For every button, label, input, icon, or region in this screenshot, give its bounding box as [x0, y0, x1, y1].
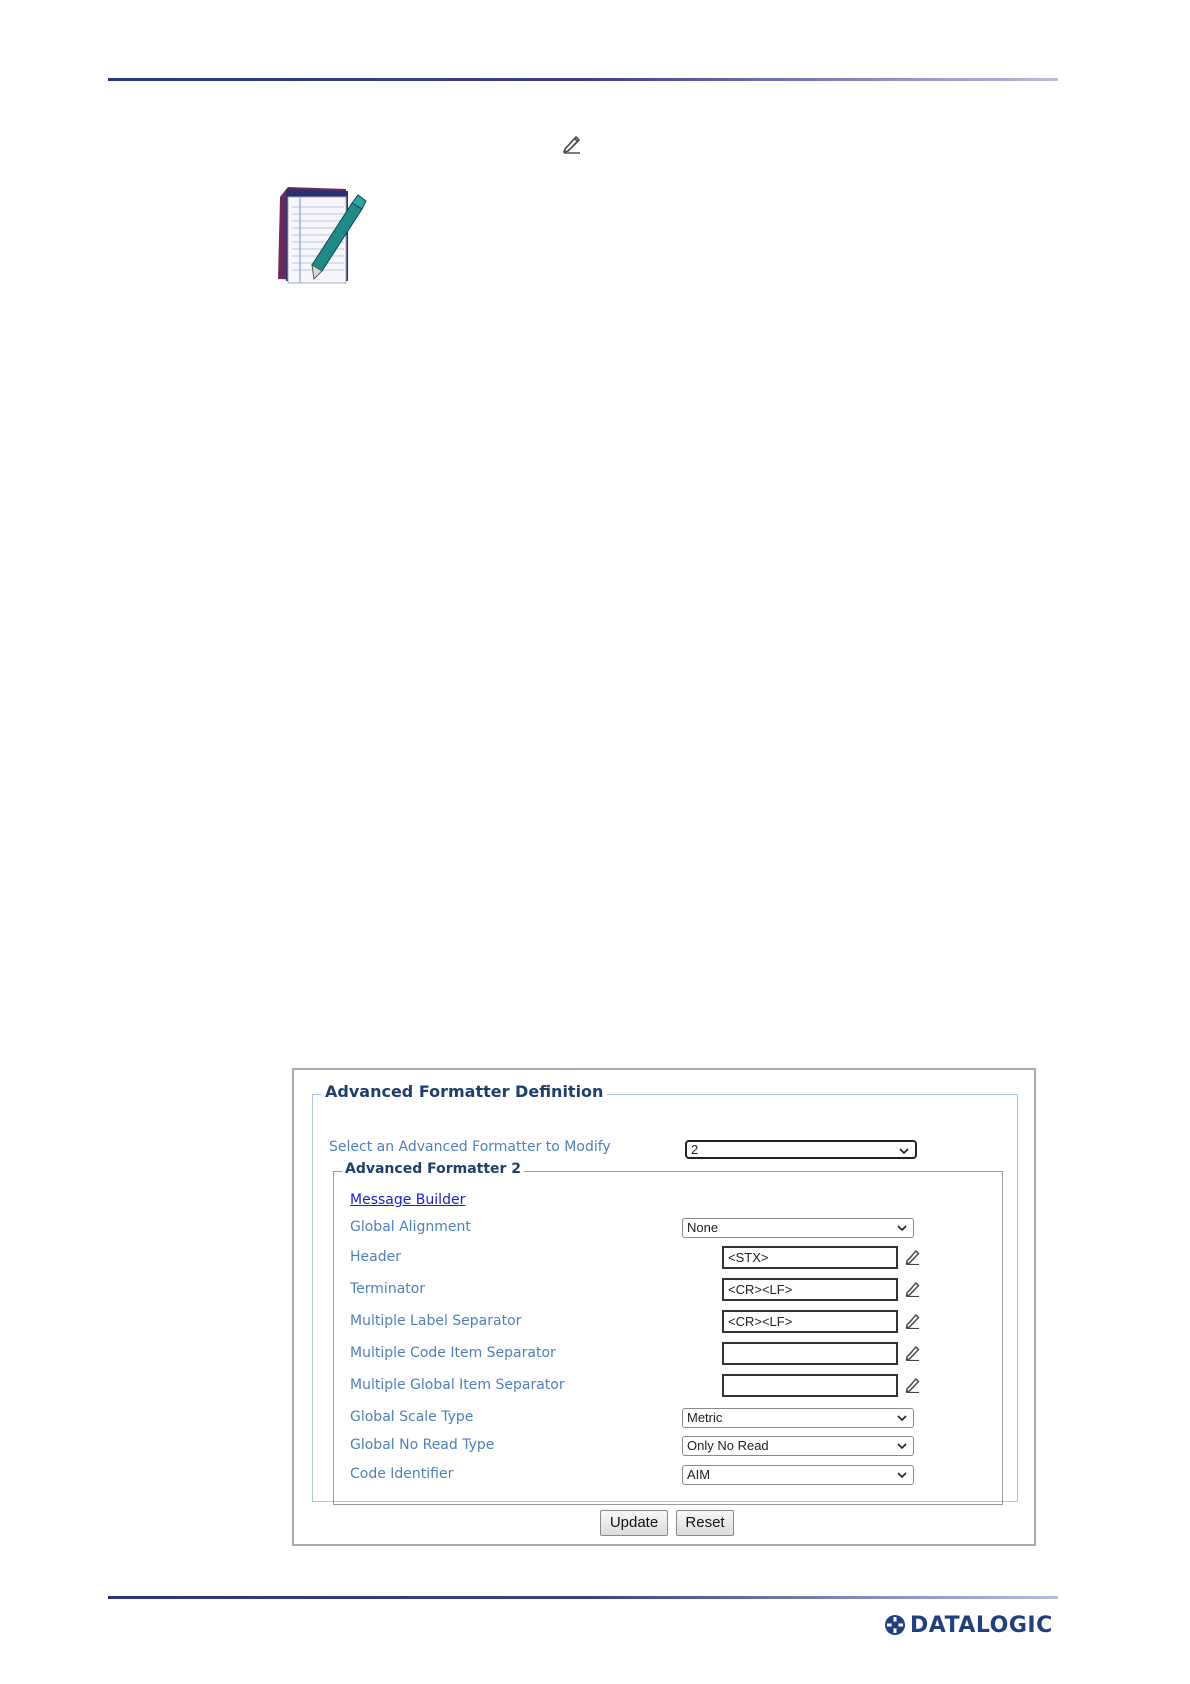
- select-formatter-label: Select an Advanced Formatter to Modify: [329, 1139, 611, 1155]
- code-identifier-value: AIM: [687, 1467, 711, 1482]
- global-no-read-type-select[interactable]: [682, 1436, 914, 1456]
- terminator-label: Terminator: [350, 1281, 426, 1297]
- header-edit-icon[interactable]: [904, 1247, 922, 1265]
- pencil-edit-icon: [561, 132, 583, 154]
- global-scale-type-value: Metric: [687, 1410, 723, 1425]
- global-alignment-select[interactable]: [682, 1218, 914, 1238]
- terminator-edit-icon[interactable]: [904, 1279, 922, 1297]
- multiple-code-item-separator-label: Multiple Code Item Separator: [350, 1345, 556, 1361]
- multiple-global-item-separator-label: Multiple Global Item Separator: [350, 1377, 565, 1393]
- global-no-read-type-label: Global No Read Type: [350, 1437, 495, 1453]
- global-alignment-value: None: [687, 1220, 719, 1235]
- multiple-label-separator-input[interactable]: <CR><LF>: [722, 1310, 898, 1333]
- advanced-formatter-definition-fieldset: [312, 1082, 1018, 1502]
- fieldset-title: Advanced Formatter Definition: [321, 1082, 607, 1101]
- formatter-select[interactable]: [685, 1140, 917, 1159]
- global-alignment-label: Global Alignment: [350, 1219, 471, 1235]
- header-input[interactable]: <STX>: [722, 1246, 898, 1269]
- multiple-global-item-separator-input[interactable]: [722, 1374, 898, 1397]
- update-button[interactable]: Update: [600, 1510, 668, 1536]
- advanced-formatter-group: [333, 1161, 1003, 1505]
- datalogic-logo-text: DATALOGIC: [910, 1612, 1053, 1638]
- footer-rule: [108, 1596, 1058, 1599]
- chevron-down-icon: [896, 1468, 908, 1482]
- multiple-global-item-separator-edit-icon[interactable]: [904, 1375, 922, 1393]
- datalogic-logo-mark-icon: [884, 1614, 906, 1636]
- chevron-down-icon: [896, 1411, 908, 1425]
- multiple-label-separator-label: Multiple Label Separator: [350, 1313, 522, 1329]
- chevron-down-icon: [896, 1439, 908, 1453]
- global-scale-type-label: Global Scale Type: [350, 1409, 474, 1425]
- header-rule: [108, 78, 1058, 81]
- formatter-select-value: 2: [691, 1142, 699, 1157]
- message-builder-link[interactable]: Message Builder: [350, 1192, 466, 1208]
- multiple-code-item-separator-edit-icon[interactable]: [904, 1343, 922, 1361]
- notepad-with-pen-icon: [274, 183, 370, 291]
- datalogic-logo: [884, 1611, 1053, 1639]
- formatter-screenshot: [292, 1068, 1036, 1546]
- code-identifier-label: Code Identifier: [350, 1466, 454, 1482]
- global-no-read-type-value: Only No Read: [687, 1438, 769, 1453]
- terminator-input[interactable]: <CR><LF>: [722, 1278, 898, 1301]
- code-identifier-select[interactable]: [682, 1465, 914, 1485]
- header-label: Header: [350, 1249, 401, 1265]
- multiple-label-separator-edit-icon[interactable]: [904, 1311, 922, 1329]
- multiple-code-item-separator-input[interactable]: [722, 1342, 898, 1365]
- global-scale-type-select[interactable]: [682, 1408, 914, 1428]
- chevron-down-icon: [898, 1144, 910, 1158]
- reset-button[interactable]: Reset: [676, 1510, 734, 1536]
- group-title: Advanced Formatter 2: [342, 1161, 524, 1177]
- chevron-down-icon: [896, 1221, 908, 1235]
